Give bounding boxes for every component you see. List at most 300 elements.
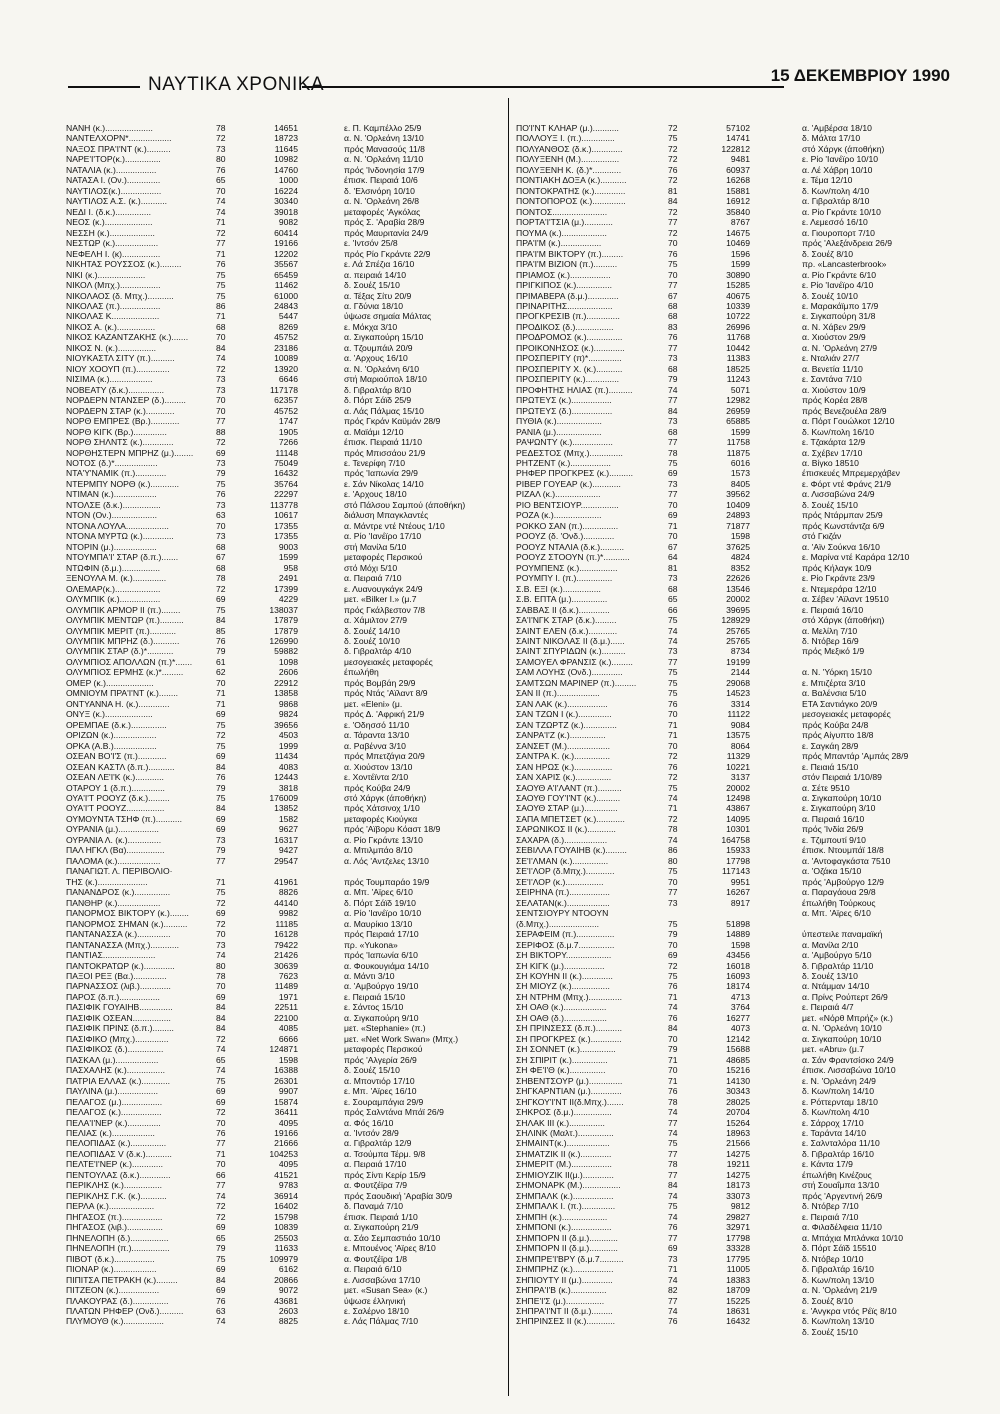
ship-tonnage: 11645 xyxy=(274,143,298,154)
ship-flag-year: 76 xyxy=(668,1012,678,1023)
ship-tonnage: 75049 xyxy=(274,458,298,468)
ship-name: ΣΗ ΝΤΡΗΜ (Μπχ.).............. xyxy=(516,991,622,1002)
ship-flag-year: 79 xyxy=(216,468,226,479)
ship-flag-year: 73 xyxy=(668,573,678,584)
ship-flag-year: 62 xyxy=(216,667,226,678)
ship-flag-year: 69 xyxy=(216,594,226,605)
ship-position: πρός 'Ινδονησία 17/9 xyxy=(344,164,425,175)
ship-position: α. Χιούστον 10/9 xyxy=(802,384,866,395)
ship-position: α. Φουτζέϊρα 7/9 xyxy=(344,1180,408,1191)
ship-flag-year: 76 xyxy=(668,332,678,343)
ship-position: πρός 'Αμβούργο 12/9 xyxy=(802,876,884,887)
ship-tonnage: 9783 xyxy=(278,1180,298,1191)
ship-flag-year: 72 xyxy=(216,918,226,929)
ship-name: ΣΕ'Ι'ΛΟΡ (δ.Μπχ.)............ xyxy=(516,866,615,877)
ship-tonnage: 39562 xyxy=(726,489,750,500)
ship-position: δ. Παναμά 7/10 xyxy=(344,1201,404,1212)
ship-name: ΠΑΝΑΝΔΡΟΣ (κ.)............... xyxy=(66,887,171,898)
ship-tonnage: 5447 xyxy=(278,311,298,322)
ship-tonnage: 7623 xyxy=(278,970,298,981)
ship-position: πρός Κούβα 24/9 xyxy=(344,782,411,793)
ship-name: ΣΗ ΟΑΘ (κ.).................. xyxy=(516,1002,607,1013)
ship-flag-year: 75 xyxy=(216,740,226,751)
ship-tonnage: 43456 xyxy=(726,950,750,961)
ship-flag-year: 70 xyxy=(216,981,226,992)
ship-name: ΟΤΑΡΟΥ 1 (δ.π.).............. xyxy=(66,782,165,793)
ship-flag-year: 64 xyxy=(668,552,678,563)
ship-position: ε. Ντεμεράρα 12/10 xyxy=(802,583,877,594)
ship-position: στή Μαριούπολ 18/10 xyxy=(344,374,427,385)
ship-name: ΝΟΤΟΣ (δ.)*.................. xyxy=(66,458,158,468)
ship-tonnage: 4085 xyxy=(278,1023,298,1034)
ship-position: μεταφορές 'Αγκόλας xyxy=(344,206,421,217)
ship-name: ΠΑΣΙΦΙΚΟΣ (δ.)............... xyxy=(66,1044,164,1055)
ship-position: ε. Σαγκάη 28/9 xyxy=(802,740,859,751)
ship-position: πρός Σίντι Κερίρ 15/9 xyxy=(344,1169,426,1180)
ship-tonnage: 11122 xyxy=(727,709,750,720)
ship-tonnage: 41521 xyxy=(274,1169,298,1180)
ship-name: ΣΗΓΚΟΥ'Ι'ΝΤ ΙΙ(δ.Μπχ.)....... xyxy=(516,1096,624,1107)
ship-name: ΣΕ'Ι'ΛΜΑΝ (κ.)............... xyxy=(516,855,609,866)
ship-tonnage: 10089 xyxy=(274,353,298,364)
ship-flag-year: 74 xyxy=(216,353,226,364)
ship-flag-year: 77 xyxy=(216,1180,226,1191)
ship-name: ΣΗΜΠΑΛΚ (κ.)................. xyxy=(516,1190,614,1201)
ship-name: (δ.Μπχ.)..................... xyxy=(516,918,600,929)
ship-name: ΟΝΤΥΑΝΝΑ Η. (κ.)............. xyxy=(66,698,170,709)
ship-position: στή Σουαΐμπα 13/10 xyxy=(802,1180,880,1191)
ship-position: έπισκ. Πειραιά 1/10 xyxy=(344,1211,418,1222)
ship-tonnage: 10301 xyxy=(726,824,750,835)
ship-position: α. Ρίο 'Ιανέϊρο 17/10 xyxy=(344,531,422,542)
ship-name: ΣΗΠΙΟΥΤΥ ΙΙ (μ.)............. xyxy=(516,1274,613,1285)
ship-position: α. Μαϊάμι 12/10 xyxy=(344,426,404,437)
ship-position: α. Σιγκαπούρη 10/10 xyxy=(802,793,882,803)
ship-tonnage: 14275 xyxy=(726,1148,750,1159)
ship-position: δ. Πόρτ Σάϊδ 15510 xyxy=(802,1243,877,1254)
ship-tonnage: 26301 xyxy=(274,1075,298,1086)
ship-name: ΣΑΝΣΕΤ (Μ.).................. xyxy=(516,740,611,751)
ship-flag-year: 75 xyxy=(668,1138,678,1149)
ship-name: ΝΙΚΟΣ Α. (κ.)................ xyxy=(66,321,156,332)
ship-name: ΠΟΛΥΑΝΘΟΣ (δ.κ.)............. xyxy=(516,143,623,154)
ship-flag-year: 84 xyxy=(216,761,226,772)
ship-flag-year: 65 xyxy=(668,594,678,605)
ship-tonnage: 9868 xyxy=(278,698,298,709)
ship-tonnage: 45752 xyxy=(274,405,298,416)
ship-name: ΣΗ ΣΠΙΡΙΤ (κ.)............... xyxy=(516,1054,608,1065)
ship-flag-year: 73 xyxy=(216,143,226,154)
ship-position: ε. Μπουένος 'Αϊρες 8/10 xyxy=(344,1243,436,1254)
ship-name: ΝΟΡΘ ΚΙΓΚ (Βρ.).............. xyxy=(66,426,167,437)
ship-flag-year: 68 xyxy=(668,311,678,322)
ship-tonnage: 8734 xyxy=(730,646,750,657)
ship-tonnage: 11329 xyxy=(726,751,750,762)
ship-flag-year: 71 xyxy=(668,1264,678,1275)
ship-name: ΟΣΕΑΝ ΒΟ'Ι'Σ (π.)............ xyxy=(66,751,167,762)
ship-flag-year: 73 xyxy=(668,646,678,657)
ship-flag-year: 84 xyxy=(216,342,226,353)
ship-tonnage: 29068 xyxy=(726,677,750,688)
ship-flag-year: 74 xyxy=(668,625,678,636)
ship-tonnage: 71877 xyxy=(726,520,750,531)
ship-flag-year: 73 xyxy=(668,353,678,364)
ship-name: ΝΟΡΘ ΣΗΛΝΤΣ (κ.)............. xyxy=(66,437,174,448)
ship-position: πρός Κωνστάντζα 6/9 xyxy=(802,520,885,531)
ship-name: ΠΑΣΙΦΙΚ ΠΡΙΝΣ (δ.π.)......... xyxy=(66,1023,174,1034)
ship-flag-year: 75 xyxy=(668,458,678,468)
ship-name: ΝΤΟΡΙΝ (μ.).................. xyxy=(66,541,157,552)
ship-name: ΠΗΓΑΣΟΣ (λιβ.)............... xyxy=(66,1222,163,1233)
ship-position: δ. Κων/πολη 14/10 xyxy=(802,1086,874,1097)
ship-name: ΣΗΜΕΡΙΤ (Μ.)................. xyxy=(516,1159,612,1170)
ship-position: πρός 'Αργεντινή 26/9 xyxy=(802,1190,883,1201)
ship-flag-year: 84 xyxy=(216,615,226,626)
ship-tonnage: 1747 xyxy=(278,416,298,427)
ship-flag-year: 78 xyxy=(668,447,678,458)
ship-tonnage: 17879 xyxy=(274,625,298,636)
ship-tonnage: 9481 xyxy=(730,154,750,165)
ship-tonnage: 20002 xyxy=(726,594,750,605)
ship-position: πρ. «Lancasterbrook» xyxy=(802,259,887,270)
ship-tonnage: 30340 xyxy=(274,196,298,207)
ship-flag-year: 77 xyxy=(216,855,226,866)
ship-flag-year: 71 xyxy=(216,688,226,699)
ship-tonnage: 8917 xyxy=(730,897,750,908)
ship-name: ΠΡΟΓΚΡΕΣΙΒ (π.).............. xyxy=(516,311,620,322)
ship-flag-year: 70 xyxy=(668,1065,678,1076)
ship-name: ΣΗΒΕΝΤΣΟΥΡ (μ.).............. xyxy=(516,1075,623,1086)
ship-name: ΠΑΛΟΜΑ (κ.).................. xyxy=(66,855,161,866)
ship-name: ΝΙΚΟΛ (Μπχ.)................. xyxy=(66,280,161,291)
ship-tonnage: 14275 xyxy=(726,1169,750,1180)
ship-name: ΠΡΟΔΡΟΜΟΣ (κ.)............... xyxy=(516,332,623,343)
ship-tonnage: 6016 xyxy=(730,458,750,468)
ship-tonnage: 4503 xyxy=(278,730,298,741)
ship-name: ΟΛΥΜΠΙΚ ΜΕΝΤΩΡ (π.).......... xyxy=(66,615,184,626)
ship-name: ΠΑΣΙΦΙΚ ΟΣΕΑΝ................ xyxy=(66,1012,171,1023)
ship-position: ε. Χοντέϊντα 2/10 xyxy=(344,772,409,783)
ship-position: α. Τέξας Σίτυ 20/9 xyxy=(344,290,412,301)
ship-flag-year: 69 xyxy=(216,1285,226,1296)
ship-position: α. Ρίο 'Ιανέϊρο 10/10 xyxy=(344,908,422,919)
ship-flag-year: 70 xyxy=(668,269,678,280)
ship-tonnage: 9812 xyxy=(730,1201,750,1212)
ship-name: ΟΣΕΑΝ ΛΕ'Ι'Κ (κ.)............ xyxy=(66,772,164,783)
ship-flag-year: 77 xyxy=(668,887,678,898)
ship-tonnage: 24893 xyxy=(726,510,750,521)
ship-position: δ. Ντόβερ 16/9 xyxy=(802,635,859,646)
ship-position: δ. Σουέζ 15/10 xyxy=(344,280,400,291)
ship-position: ε. Π. Καμπέλλο 25/9 xyxy=(344,123,422,133)
ship-tonnage: 20704 xyxy=(726,1107,750,1118)
ship-position: α. Ν. 'Ορλεάνη 13/10 xyxy=(344,133,424,144)
ship-name: ΟΡΕΜΠΑΕ (δ.κ.)............... xyxy=(66,719,167,730)
ship-position: ε. Λυανουγκάγκ 24/9 xyxy=(344,583,423,594)
ship-flag-year: 71 xyxy=(668,1054,678,1065)
ship-name: ΣΗ ΚΙΓΚ (μ.)................. xyxy=(516,960,605,971)
ship-tonnage: 33073 xyxy=(726,1190,750,1201)
ship-position: ε. Σάν Νίκολας 14/10 xyxy=(344,478,424,489)
ship-flag-year: 74 xyxy=(668,1305,678,1316)
ship-tonnage: 22297 xyxy=(274,489,298,500)
ship-flag-year: 73 xyxy=(216,374,226,385)
ship-name: ΝΙΚΟΣ ΚΑΖΑΝΤΖΑΚΗΣ (κ.)....... xyxy=(66,332,189,343)
ship-flag-year: 72 xyxy=(216,730,226,741)
ship-position: α. Τάραντα 13/10 xyxy=(344,730,410,741)
ship-tonnage: 18174 xyxy=(726,981,750,992)
ship-position: δ. Ντόβερ 7/10 xyxy=(802,1201,859,1212)
ship-flag-year: 78 xyxy=(216,573,226,584)
ship-name: ΣΕΛΑΤΑΝ(κ.).................. xyxy=(516,897,610,908)
ship-flag-year: 82 xyxy=(668,1285,678,1296)
ship-name: ΠΙΠΙΤΣΑ ΠΕΤΡΑΚΗ (κ.)......... xyxy=(66,1274,178,1285)
ship-tonnage: 11758 xyxy=(726,437,750,448)
ship-tonnage: 21426 xyxy=(274,950,298,961)
ship-tonnage: 17355 xyxy=(274,531,298,542)
ship-tonnage: 39018 xyxy=(274,206,298,217)
ship-position: ε. Μαρακάϊμπο 17/9 xyxy=(802,300,879,311)
ship-name: ΠΛΥΜΟΥΘ (κ.)................. xyxy=(66,1316,164,1327)
ship-name: ΟΡΚΑ (Α.Β.).................. xyxy=(66,740,157,751)
ship-position: πρός Ρίο Γκράντε 22/9 xyxy=(344,248,431,259)
ship-position: α. Λισσαβώνα 24/9 xyxy=(802,489,875,500)
ship-position: ε. Ν. 'Ορλεάνη 24/9 xyxy=(802,1075,876,1086)
ship-name: ΝΙΟΥΚΑΣΤΛ ΣΙΤΥ (π.).......... xyxy=(66,353,175,364)
ship-flag-year: 70 xyxy=(216,1159,226,1170)
ship-name: ΠΛΑΚΟΥΡΑΣ (δ.)............... xyxy=(66,1295,169,1306)
ship-tonnage: 18709 xyxy=(726,1285,750,1296)
ship-name: ΠΟΡΤΑ'Ι'ΤΣΙΑ (μ.)............ xyxy=(516,217,613,228)
ship-tonnage: 36411 xyxy=(274,1107,298,1118)
ship-position: ε. Σάρροχ 17/10 xyxy=(802,1117,864,1128)
ship-position: δ. Σουέζ 8/10 xyxy=(802,248,854,259)
ship-flag-year: 74 xyxy=(668,1211,678,1222)
ship-tonnage: 18963 xyxy=(726,1128,750,1138)
ship-tonnage: 117143 xyxy=(721,866,750,877)
ship-position: ε. Πειαιά 15/10 xyxy=(802,761,859,772)
ship-name: ΣΗ ΚΟΥΗΝ ΙΙ (κ.)............. xyxy=(516,970,613,981)
ship-position: ε. Κάντα 17/9 xyxy=(802,1159,853,1170)
ship-name: ΣΑΜΟΥΕΛ ΦΡΑΝΣΙΣ (κ.)......... xyxy=(516,656,633,667)
ship-tonnage: 16317 xyxy=(274,834,298,845)
ship-name: ΠΑΝΟΡΜΟΣ ΒΙΚΤΟΡΥ (κ.)........ xyxy=(66,908,189,919)
ship-tonnage: 65885 xyxy=(726,416,750,427)
ship-tonnage: 19166 xyxy=(274,1128,298,1138)
ship-tonnage: 17798 xyxy=(726,855,750,866)
ship-name: ΡΟΥΜΠΕΝΣ (κ.)................ xyxy=(516,562,618,573)
ship-tonnage: 3764 xyxy=(730,1002,750,1013)
ship-flag-year: 86 xyxy=(216,300,226,311)
ship-flag-year: 73 xyxy=(216,834,226,845)
ship-flag-year: 71 xyxy=(216,311,226,322)
ship-flag-year: 75 xyxy=(668,1201,678,1212)
ship-name: ΞΕΝΟΥΛΑ Μ. (κ.).............. xyxy=(66,573,167,584)
ship-name: ΠΕΛΤΕ'Ι'ΝΕΡ (κ.)............. xyxy=(66,1159,164,1170)
ship-position: α. 'Αμβέρσα 18/10 xyxy=(802,123,872,133)
ship-position: ΕΤΑ Σαντιάγκο 20/9 xyxy=(802,698,878,709)
ship-flag-year: 65 xyxy=(216,1232,226,1243)
ship-flag-year: 67 xyxy=(216,552,226,563)
ship-position: ε. Τζιμπουτί 9/10 xyxy=(802,834,866,845)
ship-flag-year: 79 xyxy=(668,1044,678,1055)
ship-tonnage: 10839 xyxy=(274,1222,298,1233)
ship-tonnage: 109979 xyxy=(269,1253,298,1264)
ship-tonnage: 11185 xyxy=(275,918,298,929)
ship-flag-year: 61 xyxy=(216,656,226,667)
ship-name: ΣΑΝ ΤΖΩΡΤΖ (κ.).............. xyxy=(516,719,617,730)
ship-name: ΣΗΛΙΝΚ (Μαλτ.)............... xyxy=(516,1128,614,1138)
ship-position: δ. Πόρτ Σάϊδ 19/10 xyxy=(344,897,416,908)
ship-flag-year: 76 xyxy=(668,1222,678,1233)
ship-name: ΝΤΟΥΜΠΑ'Ι' ΣΤΑΡ (δ.π.)....... xyxy=(66,552,179,563)
ship-flag-year: 74 xyxy=(216,1065,226,1076)
ship-tonnage: 113778 xyxy=(269,499,298,510)
ship-position: πρός Γκάλβεστον 7/8 xyxy=(344,604,426,615)
ship-tonnage: 62357 xyxy=(274,395,298,406)
ship-flag-year: 73 xyxy=(216,384,226,395)
ship-tonnage: 24843 xyxy=(274,300,298,311)
ship-flag-year: 76 xyxy=(668,1086,678,1097)
ship-name: ΣΑΙΝΤ ΣΠΥΡΙΔΩΝ (κ.).......... xyxy=(516,646,626,657)
ship-tonnage: 28025 xyxy=(726,1096,750,1107)
ship-position: α. Λός 'Αντζελες 13/10 xyxy=(344,855,429,866)
ship-position: δ. Γιβραλτάρ 11/10 xyxy=(802,960,874,971)
ship-position: πρός Σαουδική 'Αραβία 30/9 xyxy=(344,1190,453,1201)
ship-position: ε. Λά Σπέζια 16/10 xyxy=(344,259,415,270)
ship-name: ΝΟΡΔΕΡΝ ΣΤΑΡ (κ.)............ xyxy=(66,405,175,416)
ship-tonnage: 9627 xyxy=(278,824,298,835)
ship-flag-year: 72 xyxy=(668,227,678,238)
ship-tonnage: 11633 xyxy=(274,1243,298,1254)
ship-tonnage: 15216 xyxy=(726,1065,750,1076)
ship-flag-year: 68 xyxy=(668,300,678,311)
ship-tonnage: 20002 xyxy=(726,782,750,793)
ship-tonnage: 23186 xyxy=(274,342,298,353)
ship-tonnage: 44140 xyxy=(274,897,298,908)
ship-flag-year: 81 xyxy=(668,562,678,573)
ship-name: ΠΟΝΤΟΠΟΡΟΣ (κ.).............. xyxy=(516,196,626,207)
ship-flag-year: 75 xyxy=(668,667,678,678)
ship-position: πρός Μανασούς 11/8 xyxy=(344,143,425,154)
ship-position: α. Γιβραλτάρ 8/10 xyxy=(802,196,870,207)
ship-name: ΝΤΟΝΑ ΛΟΥΛΑ.................. xyxy=(66,520,169,531)
ship-tonnage: 16912 xyxy=(726,196,750,207)
ship-name: ΠΕΛΑ'Ι'ΝΕΡ (κ.).............. xyxy=(66,1117,161,1128)
ship-tonnage: 176009 xyxy=(269,793,298,803)
ship-tonnage: 79422 xyxy=(274,939,298,950)
ship-flag-year: 71 xyxy=(216,1148,226,1159)
ship-flag-year: 72 xyxy=(216,363,226,374)
ship-position: α. Ρίο Γκράντε 6/10 xyxy=(802,269,877,280)
ship-name: ΣΗΜΑΙΝΤ(κ.).................. xyxy=(516,1138,610,1149)
ship-position: στό Χάργκ (άποθήκη) xyxy=(802,615,885,626)
ship-tonnage: 16388 xyxy=(274,1065,298,1076)
ship-tonnage: 51898 xyxy=(726,918,750,929)
ship-flag-year: 77 xyxy=(668,656,678,667)
ship-tonnage: 5071 xyxy=(730,384,750,395)
ship-flag-year: 74 xyxy=(216,1044,226,1055)
ship-position: ε. Τενερίφη 7/10 xyxy=(344,458,405,468)
ship-flag-year: 84 xyxy=(216,1012,226,1023)
ship-tonnage: 60414 xyxy=(274,227,298,238)
ship-name: ΠΑΝΤΑΝΑΣΣΑ (κ.).............. xyxy=(66,929,171,940)
ship-flag-year: 72 xyxy=(668,175,678,186)
ship-name: ΠΡΟΙΚΟΝΗΣΟΣ (κ.)............. xyxy=(516,342,625,353)
ship-name: ΟΛΥΜΠΙΟΣ ΕΡΜΗΣ (κ.)*......... xyxy=(66,667,184,678)
ship-flag-year: 75 xyxy=(668,970,678,981)
ship-tonnage: 30343 xyxy=(726,1086,750,1097)
ship-position: α. Γιβραλτάρ 12/9 xyxy=(344,1138,412,1149)
ship-tonnage: 43681 xyxy=(274,1295,298,1306)
ship-name: ΣΑΝ ΛΑΚ (κ.)................. xyxy=(516,698,608,709)
ship-position: πρός 'Αλεξάνδρεια 26/9 xyxy=(802,238,893,249)
ship-flag-year: 76 xyxy=(216,772,226,783)
ship-position: α. Πειραιά 6/10 xyxy=(344,1264,402,1275)
ship-flag-year: 84 xyxy=(668,1180,678,1191)
ship-name: ΝΑΝΤΕΛΧΟΡΝ*.................. xyxy=(66,133,172,144)
ship-name: ΝΑΤΑΣΑ Ι. (Ον.).............. xyxy=(66,175,161,186)
ship-flag-year: 73 xyxy=(668,897,678,908)
ship-position: α. Ραβέννα 3/10 xyxy=(344,740,406,751)
ship-tonnage: 59882 xyxy=(274,646,298,657)
ship-flag-year: 76 xyxy=(216,489,226,500)
ship-position: α. 'Οζάκα 15/10 xyxy=(802,866,862,877)
ship-name: ΡΙΖΑΛ (κ.)................... xyxy=(516,489,601,500)
ship-position: πρός Μπετζάγια 20/9 xyxy=(344,751,425,762)
ship-name: ΟΝΥΞ (κ.).................... xyxy=(66,709,153,720)
ship-flag-year: 70 xyxy=(668,499,678,510)
ship-position: α. 'Αμβούργο 19/10 xyxy=(344,981,419,992)
ship-flag-year: 77 xyxy=(668,395,678,406)
ship-flag-year: 75 xyxy=(216,1075,226,1086)
ship-name: ΝΤΟΝ (Ον.)................... xyxy=(66,510,158,521)
ship-position: πρός Κορέα 28/8 xyxy=(802,395,868,406)
ship-flag-year: 75 xyxy=(668,677,678,688)
ship-position: α. Ν. 'Ορλεάνη 11/10 xyxy=(344,154,424,165)
ship-position: έπισκευές Μπρεμερχάβεν xyxy=(802,468,900,479)
ship-name: ΠΑΛ ΗΓΚΛ (Βα)................ xyxy=(66,845,165,856)
ship-flag-year: 84 xyxy=(668,196,678,207)
ship-tonnage: 1573 xyxy=(730,468,750,479)
ship-name: ΟΛΥΜΠΙΚ ΑΡΜΟΡ ΙΙ (π.)........ xyxy=(66,604,181,615)
ship-tonnage: 35840 xyxy=(726,206,750,217)
ship-tonnage: 12982 xyxy=(726,395,750,406)
ship-flag-year: 74 xyxy=(216,1316,226,1327)
ship-position: α. Ρίο Γκράντε 10/10 xyxy=(802,206,881,217)
ship-name: ΝΟΡΔΕΡΝ ΝΤΑΝΣΕΡ (δ.)......... xyxy=(66,395,186,406)
ship-tonnage: 16224 xyxy=(274,185,298,196)
ship-tonnage: 39695 xyxy=(726,604,750,615)
ship-name: ΣΕΝΤΣΙΟΥΡΥ ΝΤΟΟΥΝ xyxy=(516,908,609,919)
ship-tonnage: 13858 xyxy=(274,688,298,699)
ship-position: α. Γδύνια 18/10 xyxy=(344,300,404,311)
ship-position: έπισκ. Ντουμπάϊ 18/8 xyxy=(802,845,884,856)
ship-name: ΝΤΟΝΑ ΜΥΡΤΩ (κ.)............. xyxy=(66,531,174,542)
ship-name: ΝΙΚΟΣ Ν. (κ.)................ xyxy=(66,342,157,353)
ship-flag-year: 71 xyxy=(668,803,678,814)
ship-position: δ. Σουέζ 13/10 xyxy=(802,970,858,981)
ship-tonnage: 117178 xyxy=(269,384,298,395)
ship-flag-year: 72 xyxy=(668,751,678,762)
ship-position: α. Φουκουγιάμα 14/10 xyxy=(344,960,429,971)
ship-flag-year: 75 xyxy=(668,866,678,877)
ship-name: ΠΕΛΙΑΣ (κ.).................. xyxy=(66,1128,155,1138)
ship-name: ΣΗ ΟΑΘ (δ.).................. xyxy=(516,1012,607,1023)
ship-name: ΡΙΟ ΒΕΝΤΣΙΟΥΡ................ xyxy=(516,499,619,510)
ship-name: ΝΙΣΙΜΑ (κ.).................. xyxy=(66,374,153,385)
ship-position: ε. Τέμα 12/10 xyxy=(802,175,853,186)
